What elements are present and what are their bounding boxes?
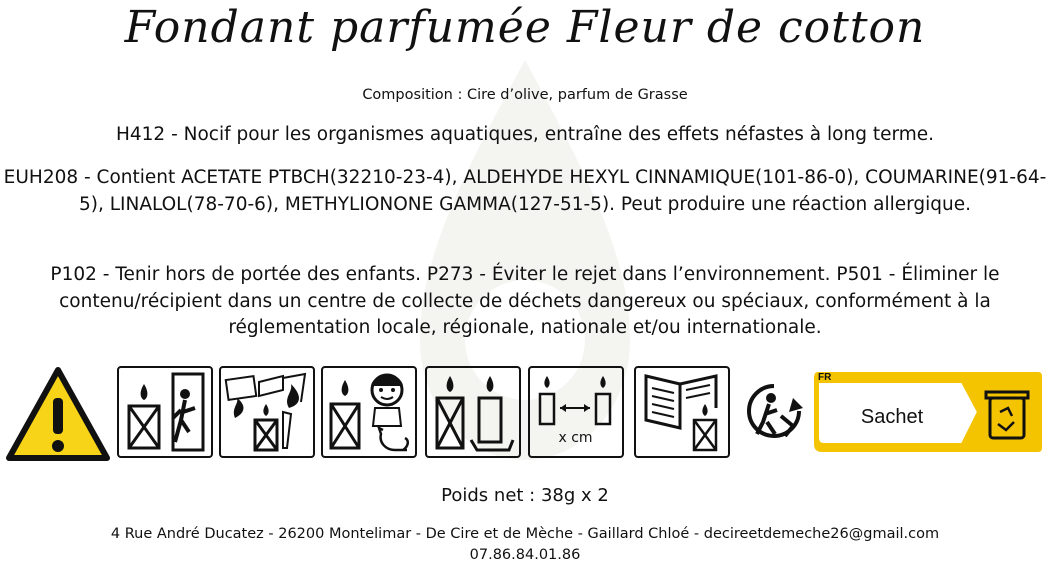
euh208-statement: EUH208 - Contient ACETATE PTBCH(32210-23-4), ALDEHYDE HEXYL CINNAMIQUE(101-86-0), COUMARINE(91-64-5), LINALOL(78-70-6), METHYLIONONE GAMMA(127-51-5). Peut produire une réaction allergique. — [3, 167, 1047, 215]
recycling-info-sachet — [812, 368, 1044, 454]
contact-address-block — [0, 524, 1050, 566]
triman-recycling-icon — [741, 378, 807, 444]
country-badge: FR — [818, 372, 832, 383]
precautionary-statements: P102 - Tenir hors de portée des enfants. P273 - Éviter le rejet dans l’environnement. P501 - Éliminer le contenu/récipient dans un centre de collecte de déchets dangereux ou spéciaux, conformément à la réglementation locale, régionale, nationale et/ou internationale. — [50, 264, 1000, 338]
read-instructions-icon — [634, 366, 730, 458]
children-pets-icon — [321, 366, 417, 458]
address-line: 4 Rue André Ducatez - 26200 Montelimar - De Cire et de Mèche - Gaillard Chloé - decireetdemeche26@gmail.com — [110, 526, 940, 542]
composition-text: Composition : Cire d’olive, parfum de Grasse — [362, 87, 688, 103]
warning-triangle-icon — [5, 366, 111, 462]
phone-number: 07.86.84.01.86 — [469, 547, 581, 563]
candle-spacing-icon — [425, 366, 521, 458]
product-title: Fondant parfumée Fleur de cotton — [124, 2, 926, 53]
flammable-materials-icon — [219, 366, 315, 458]
net-weight: Poids net : 38g x 2 — [441, 485, 609, 506]
unattended-candle-icon — [117, 366, 213, 458]
pictogram-row — [0, 364, 1050, 464]
distance-between-candles-icon — [528, 366, 624, 458]
hazard-statement-h412: H412 - Nocif pour les organismes aquatiques, entraîne des effets néfastes à long terme. — [115, 124, 935, 145]
distance-label: x cm — [558, 430, 593, 446]
packaging-type-label: Sachet — [860, 406, 924, 428]
